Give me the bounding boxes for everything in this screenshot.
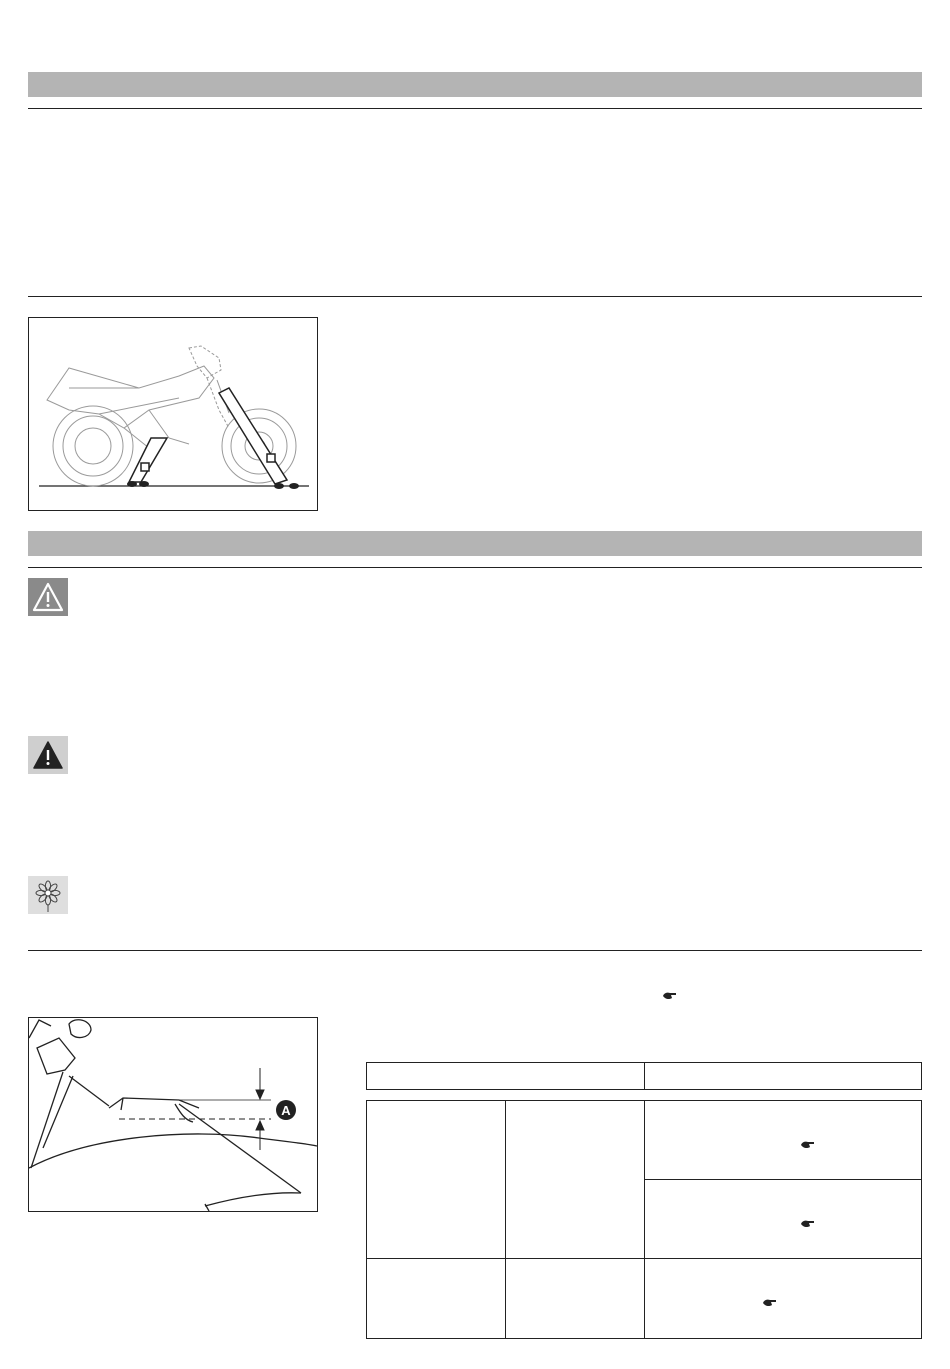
section-divider <box>28 950 922 951</box>
fuel-tank-illustration <box>29 1018 317 1211</box>
pointing-hand-icon <box>801 1220 815 1228</box>
fuel-level-figure <box>28 1017 318 1212</box>
spec-table-header <box>366 1062 922 1090</box>
pointing-hand-icon <box>763 1299 777 1307</box>
tie-down-figure <box>28 317 318 511</box>
warning-solid-icon <box>28 736 68 774</box>
table-cell <box>505 1101 644 1259</box>
section-divider <box>28 108 922 109</box>
table-cell <box>367 1259 506 1339</box>
table-row <box>367 1101 922 1180</box>
section-heading-bar-transport <box>28 72 922 97</box>
callout-label: A <box>281 1103 291 1118</box>
section-divider <box>28 296 922 297</box>
table-cell <box>644 1101 921 1180</box>
motorcycle-tie-down-illustration <box>29 318 317 510</box>
table-header-cell <box>367 1063 645 1090</box>
table-cell <box>644 1259 921 1339</box>
table-header-cell <box>644 1063 922 1090</box>
flower-icon <box>28 876 68 914</box>
table-cell <box>505 1259 644 1339</box>
table-row <box>367 1259 922 1339</box>
spec-table <box>366 1100 922 1339</box>
pointing-hand-icon <box>663 992 677 1000</box>
pointing-hand-icon <box>801 1141 815 1149</box>
section-divider <box>28 567 922 568</box>
table-cell <box>644 1180 921 1259</box>
section-heading-bar-fuel <box>28 531 922 556</box>
table-cell <box>367 1101 506 1259</box>
warning-outline-icon <box>28 578 68 616</box>
